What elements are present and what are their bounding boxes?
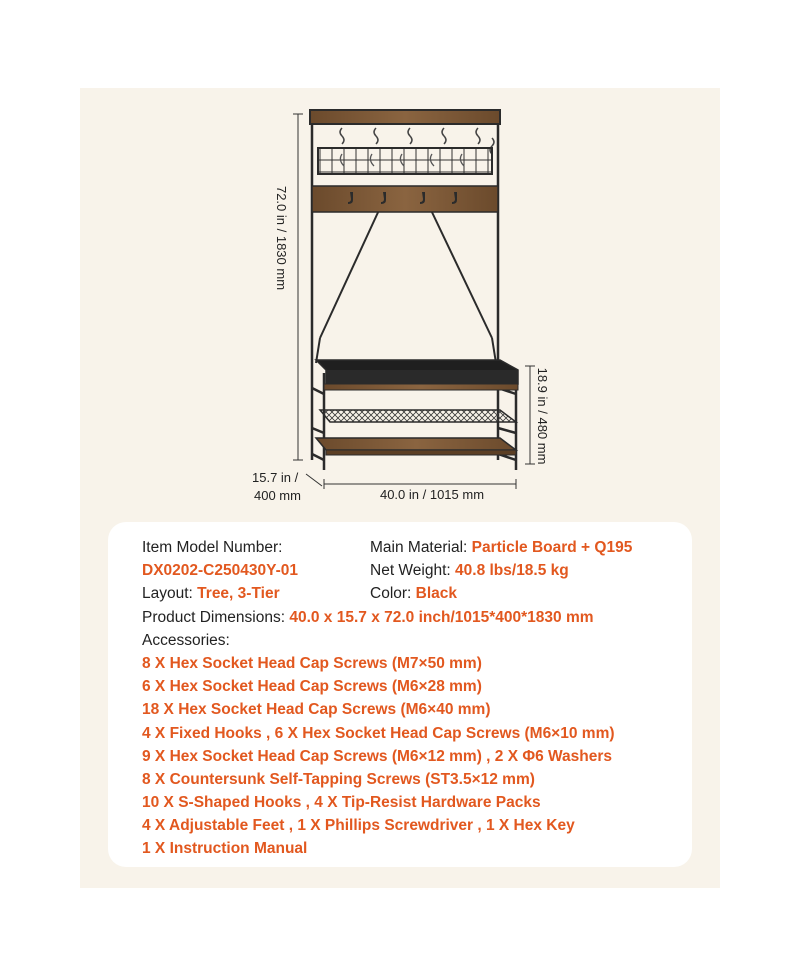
bench-height-label: 18.9 in / 480 mm bbox=[535, 367, 550, 465]
dimensions-value: 40.0 x 15.7 x 72.0 inch/1015*400*1830 mm bbox=[289, 608, 594, 626]
accessory-item: 9 X Hex Socket Head Cap Screws (M6×12 mm) , 2 X Φ6 Washers bbox=[142, 747, 613, 765]
accessory-item: 8 X Hex Socket Head Cap Screws (M7×50 mm) bbox=[142, 654, 482, 672]
width-dimension bbox=[324, 479, 516, 502]
accessory-item: 6 X Hex Socket Head Cap Screws (M6×28 mm) bbox=[142, 678, 482, 696]
width-label: 40.0 in / 1015 mm bbox=[379, 487, 485, 502]
color-value: Black bbox=[415, 585, 458, 603]
material-label: Main Material: bbox=[370, 539, 468, 556]
bench-height-dimension bbox=[525, 366, 550, 464]
accessory-item: 8 X Countersunk Self-Tapping Screws (ST3.5×12 mm) bbox=[142, 770, 535, 788]
hall-tree-illustration bbox=[80, 88, 720, 518]
mesh-shelf bbox=[320, 410, 516, 422]
height-label: 72.0 in / 1830 mm bbox=[274, 185, 289, 291]
model-value: DX0202-C250430Y-01 bbox=[142, 562, 298, 580]
specs-card bbox=[108, 522, 692, 867]
accessory-item: 4 X Adjustable Feet , 1 X Phillips Screwdriver , 1 X Hex Key bbox=[142, 817, 575, 835]
depth-label-line2: 400 mm bbox=[254, 488, 301, 503]
color-label: Color: bbox=[370, 585, 412, 603]
dimensions-label: Product Dimensions: bbox=[142, 608, 286, 626]
weight-value: 40.8 lbs/18.5 kg bbox=[455, 562, 569, 580]
specs-list bbox=[142, 536, 682, 861]
top-shelf bbox=[310, 110, 500, 124]
weight-label: Net Weight: bbox=[370, 562, 451, 580]
accessory-item: 10 X S-Shaped Hooks , 4 X Tip-Resist Hardware Packs bbox=[142, 794, 541, 812]
accessories-label: Accessories: bbox=[142, 631, 230, 649]
material-value: Particle Board + Q195 bbox=[471, 539, 633, 556]
accessory-item: 4 X Fixed Hooks , 6 X Hex Socket Head Cap Screws (M6×10 mm) bbox=[142, 724, 615, 742]
layout-label: Layout: bbox=[142, 585, 193, 603]
model-label: Item Model Number: bbox=[142, 539, 283, 556]
height-dimension bbox=[274, 114, 303, 460]
accessory-item: 1 X Instruction Manual bbox=[142, 840, 308, 858]
hook-panel bbox=[312, 186, 498, 212]
bottom-shelf bbox=[316, 438, 516, 450]
product-panel bbox=[80, 88, 720, 888]
grid-panel bbox=[318, 148, 492, 174]
accessory-item: 18 X Hex Socket Head Cap Screws (M6×40 mm) bbox=[142, 701, 491, 719]
depth-label-line1: 15.7 in / bbox=[252, 470, 299, 485]
layout-value: Tree, 3-Tier bbox=[197, 585, 280, 603]
depth-dimension bbox=[252, 470, 322, 503]
